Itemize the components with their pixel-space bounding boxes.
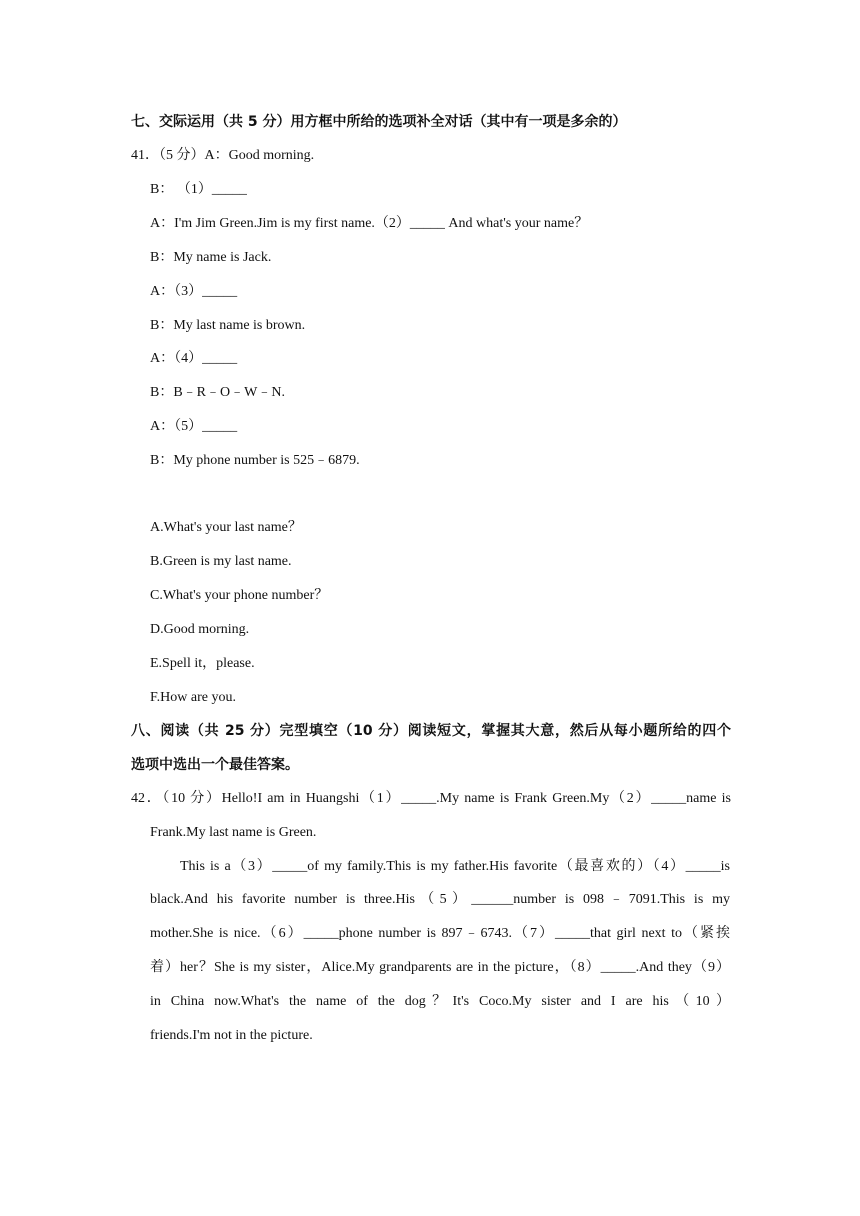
- section-8-heading-line1: 八、阅读（共 25 分）完型填空（10 分）阅读短文，掌握其大意，然后从每小题所给的四个: [131, 723, 731, 739]
- option-item: B.Green is my last name.: [150, 554, 292, 569]
- section-8-heading-line2: 选项中选出一个最佳答案。: [131, 757, 299, 773]
- question-42-stem: 42．（10 分）Hello!I am in Huangshi（1）_____.My name is Frank Green.My（2）_____name is: [131, 791, 731, 806]
- dialogue-line: B： （1）_____: [150, 182, 247, 197]
- dialogue-line: B：My name is Jack.: [150, 250, 272, 265]
- passage-line: friends.I'm not in the picture.: [150, 1028, 313, 1043]
- option-item: C.What's your phone number？: [150, 588, 329, 603]
- question-41-stem: 41．（5 分）A：Good morning.: [131, 148, 315, 163]
- section-7-heading: 七、交际运用（共 5 分）用方框中所给的选项补全对话（其中有一项是多余的）: [131, 114, 627, 130]
- dialogue-line: A：（4）_____: [150, 351, 238, 366]
- option-item: F.How are you.: [150, 690, 236, 705]
- dialogue-line: B：My last name is brown.: [150, 318, 306, 333]
- passage-line: 着）her？She is my sister，Alice.My grandparents are in the picture，（8）_____.And they（9）: [150, 960, 730, 975]
- dialogue-line: B：B﹣R﹣O﹣W﹣N.: [150, 385, 285, 400]
- passage-line: mother.She is nice.（6）_____phone number is 897﹣6743.（7）_____that girl next to（紧挨: [150, 926, 730, 941]
- dialogue-line: A：（5）_____: [150, 419, 238, 434]
- dialogue-line: A：（3）_____: [150, 284, 238, 299]
- option-item: E.Spell it，please.: [150, 656, 255, 671]
- option-item: A.What's your last name？: [150, 520, 302, 535]
- passage-line: This is a（3）_____of my family.This is my father.His favorite（最喜欢的）（4）_____is: [180, 859, 730, 874]
- passage-line: in China now.What's the name of the dog？It's Coco.My sister and I are his（10）: [150, 994, 730, 1009]
- passage-line: black.And his favorite number is three.His（5）______number is 098﹣7091.This is my: [150, 892, 730, 907]
- option-item: D.Good morning.: [150, 622, 250, 637]
- question-42-stem-cont: Frank.My last name is Green.: [150, 825, 317, 840]
- dialogue-line: A：I'm Jim Green.Jim is my first name.（2）_____ And what's your name？: [150, 216, 589, 231]
- dialogue-line: B：My phone number is 525﹣6879.: [150, 453, 360, 468]
